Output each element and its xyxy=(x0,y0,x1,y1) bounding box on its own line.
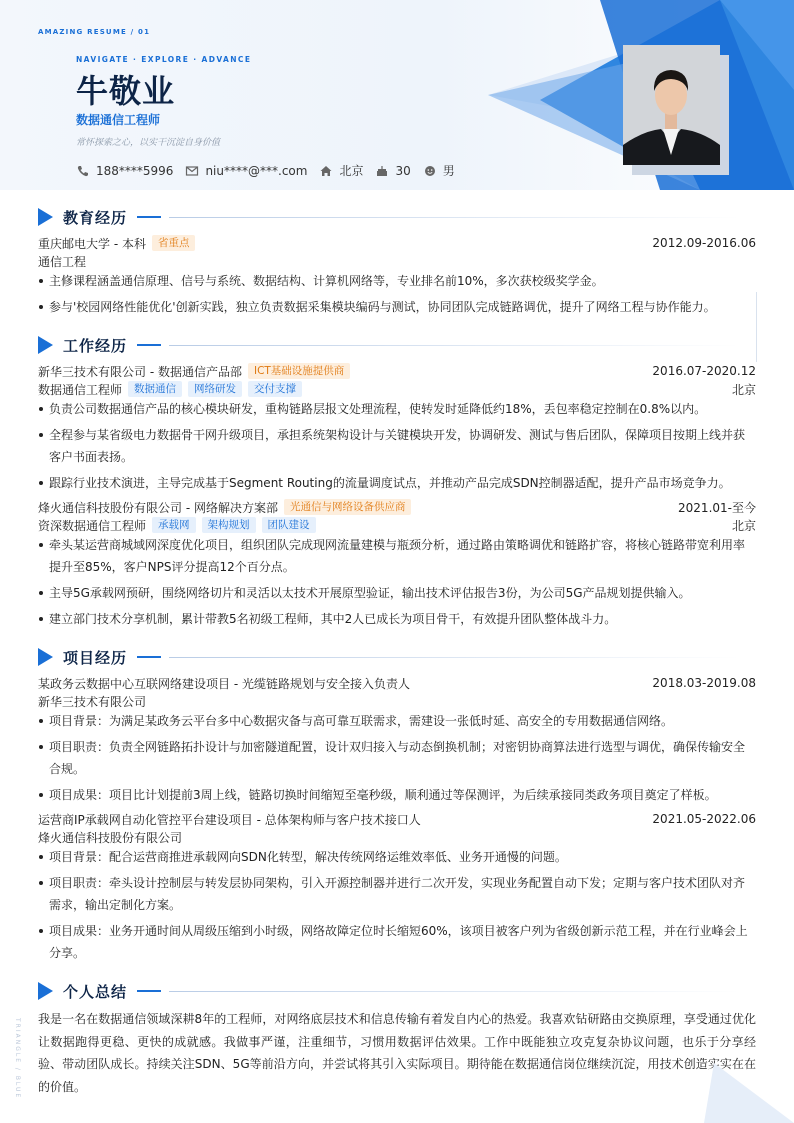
portrait-illustration xyxy=(623,45,720,165)
title-line xyxy=(169,991,739,992)
company-name: 新华三技术有限公司 - 数据通信产品部 xyxy=(38,364,242,379)
skill-tag: 交付支撑 xyxy=(248,381,302,397)
project-company: 烽火通信科技股份有限公司 xyxy=(38,830,183,845)
job-location: 北京 xyxy=(731,382,756,397)
job-company-row xyxy=(38,498,756,516)
job-bullet: 全程参与某省级电力数据骨干网升级项目，承担系统架构设计与关键模块开发，协调研发、测试与售后团队，保障项目按期上线并获客户书面表扬。 xyxy=(38,424,756,468)
project-period: 2018.03-2019.08 xyxy=(652,676,756,690)
city: 北京 xyxy=(339,164,364,178)
company-tag: ICT基础设施提供商 xyxy=(248,363,350,379)
tagline: NAVIGATE · EXPLORE · ADVANCE xyxy=(76,55,252,64)
project-name: 某政务云数据中心互联网络建设项目 - 光缆链路规划与安全接入负责人 xyxy=(38,676,410,691)
cake-icon xyxy=(375,164,389,178)
home-icon xyxy=(319,164,333,178)
school-name: 重庆邮电大学 - 本科 xyxy=(38,236,146,251)
side-divider xyxy=(756,292,757,362)
project-company-row xyxy=(38,828,756,846)
section-summary-title xyxy=(38,981,739,1001)
job-bullet: 负责公司数据通信产品的核心模块研发，重构链路层报文处理流程，使转发时延降低约18%，丢包率稳定控制在0.8%以内。 xyxy=(38,398,756,420)
motto: 常怀探索之心，以实干沉淀自身价值 xyxy=(76,138,221,148)
title-dash xyxy=(137,216,161,218)
project-bullet: 项目背景：为满足某政务云平台多中心数据灾备与高可靠互联需求，需建设一张低时延、高安全的专用数据通信网络。 xyxy=(38,710,756,732)
title-line xyxy=(169,345,739,346)
skill-tag: 网络研发 xyxy=(188,381,242,397)
section-title-text: 项目经历 xyxy=(63,648,128,667)
job-position-row xyxy=(38,380,756,398)
gender: 男 xyxy=(442,164,455,178)
project-bullet: 项目成果：项目比计划提前3周上线，链路切换时间缩短至毫秒级，顺利通过等保测评，为后续承接同类政务项目奠定了样板。 xyxy=(38,784,756,806)
section-arrow-icon xyxy=(38,208,53,226)
company-tag: 光通信与网络设备供应商 xyxy=(284,499,412,515)
job-bullet: 主导5G承载网预研，围绕网络切片和灵活以太技术开展原型验证，输出技术评估报告3份，为公司5G产品规划提供输入。 xyxy=(38,582,756,604)
project-bullet: 项目职责：负责全网链路拓扑设计与加密隧道配置，设计双归接入与动态倒换机制；对密钥协商算法进行选型与调优，确保传输安全合规。 xyxy=(38,736,756,780)
title-line xyxy=(169,657,739,658)
profile-photo xyxy=(623,45,720,165)
section-arrow-icon xyxy=(38,982,53,1000)
contact-bar xyxy=(76,162,467,179)
job-position-row xyxy=(38,516,756,534)
job-title: 数据通信工程师 xyxy=(76,113,161,127)
major: 通信工程 xyxy=(38,254,87,269)
education-bullet: 主修课程涵盖通信原理、信号与系统、数据结构、计算机网络等，专业排名前10%，多次获校级奖学金。 xyxy=(38,270,756,292)
smile-icon xyxy=(423,164,437,178)
job-bullet: 建立部门技术分享机制，累计带教5名初级工程师，其中2人已成长为项目骨干，有效提升团队整体战斗力。 xyxy=(38,608,756,630)
skill-tag: 架构规划 xyxy=(202,517,256,533)
candidate-name: 牛敬业 xyxy=(76,72,176,110)
school-tag: 省重点 xyxy=(152,235,196,251)
skill-tag: 数据通信 xyxy=(128,381,182,397)
section-work-title xyxy=(38,335,739,355)
job-period: 2021.01-至今 xyxy=(678,500,756,515)
contact-gender xyxy=(423,162,455,179)
section-education-title xyxy=(38,207,739,227)
company-name: 烽火通信科技股份有限公司 - 网络解决方案部 xyxy=(38,500,278,515)
section-projects-title xyxy=(38,647,739,667)
major-row xyxy=(38,252,756,270)
education-period: 2012.09-2016.06 xyxy=(652,236,756,250)
job-period: 2016.07-2020.12 xyxy=(652,364,756,378)
project-bullet: 项目职责：牵头设计控制层与转发层协同架构，引入开源控制器并进行二次开发，实现业务配置自动下发；定期与客户技术团队对齐需求，输出定制化方案。 xyxy=(38,872,756,916)
position: 数据通信工程师 xyxy=(38,382,123,397)
summary-text: 我是一名在数据通信领域深耕8年的工程师，对网络底层技术和信息传输有着发自内心的热爱。我喜欢钻研路由交换原理，享受通过优化让数据跑得更稳、更快的成就感。我做事严谨，注重细节，习惯用数据评估效果。工作中既能独立攻克复杂协议问题，也乐于分享经验、带动团队成长。持续关注SDN、5G等前沿方向，并尝试将其引入实际项目。期待能在数据通信岗位继续沉淀，用技术创造实实在在的价值。 xyxy=(38,1012,756,1094)
project-company: 新华三技术有限公司 xyxy=(38,694,147,709)
footer-triangle-decoration xyxy=(674,1063,794,1123)
project-row xyxy=(38,674,756,692)
skill-tag: 承载网 xyxy=(152,517,196,533)
project-bullet: 项目背景：配合运营商推进承载网向SDN化转型，解决传统网络运维效率低、业务开通慢的问题。 xyxy=(38,846,756,868)
section-title-text: 个人总结 xyxy=(63,982,128,1001)
contact-phone xyxy=(76,164,173,178)
skill-tag: 团队建设 xyxy=(262,517,316,533)
section-arrow-icon xyxy=(38,336,53,354)
job-bullet: 牵头某运营商城域网深度优化项目，组织团队完成现网流量建模与瓶颈分析，通过路由策略调优和链路扩容，将核心链路带宽利用率提升至85%，客户NPS评分提高12个百分点。 xyxy=(38,534,756,578)
project-row xyxy=(38,810,756,828)
section-arrow-icon xyxy=(38,648,53,666)
phone-number: 188****5996 xyxy=(96,163,174,178)
project-company-row xyxy=(38,692,756,710)
project-bullet: 项目成果：业务开通时间从周级压缩到小时级，网络故障定位时长缩短60%，该项目被客户列为省级创新示范工程，并在行业峰会上分享。 xyxy=(38,920,756,964)
email-address: niu****@***.com xyxy=(205,163,308,178)
section-title-text: 教育经历 xyxy=(63,208,128,227)
title-dash xyxy=(137,344,161,346)
job-bullet: 跟踪行业技术演进，主导完成基于Segment Routing的流量调度试点，并推动产品完成SDN控制器适配，提升产品市场竞争力。 xyxy=(38,472,756,494)
contact-email xyxy=(185,164,307,178)
job-location: 北京 xyxy=(731,518,756,533)
resume-page-tag: AMAZING RESUME / 01 xyxy=(38,28,151,36)
side-vertical-text: TRIANGLE / BLUE xyxy=(14,1018,21,1100)
project-name: 运营商IP承载网自动化管控平台建设项目 - 总体架构师与客户技术接口人 xyxy=(38,812,421,827)
position: 资深数据通信工程师 xyxy=(38,518,147,533)
education-row xyxy=(38,234,756,252)
education-bullet: 参与'校园网络性能优化'创新实践，独立负责数据采集模块编码与测试，协同团队完成链路调优，提升了网络工程与协作能力。 xyxy=(38,296,756,318)
title-dash xyxy=(137,656,161,658)
contact-city xyxy=(319,162,363,179)
contact-age xyxy=(375,164,410,178)
age: 30 xyxy=(395,163,411,178)
section-title-text: 工作经历 xyxy=(63,336,128,355)
title-line xyxy=(169,217,739,218)
title-dash xyxy=(137,990,161,992)
phone-icon xyxy=(76,164,90,178)
project-period: 2021.05-2022.06 xyxy=(652,812,756,826)
email-icon xyxy=(185,164,199,178)
job-company-row xyxy=(38,362,756,380)
